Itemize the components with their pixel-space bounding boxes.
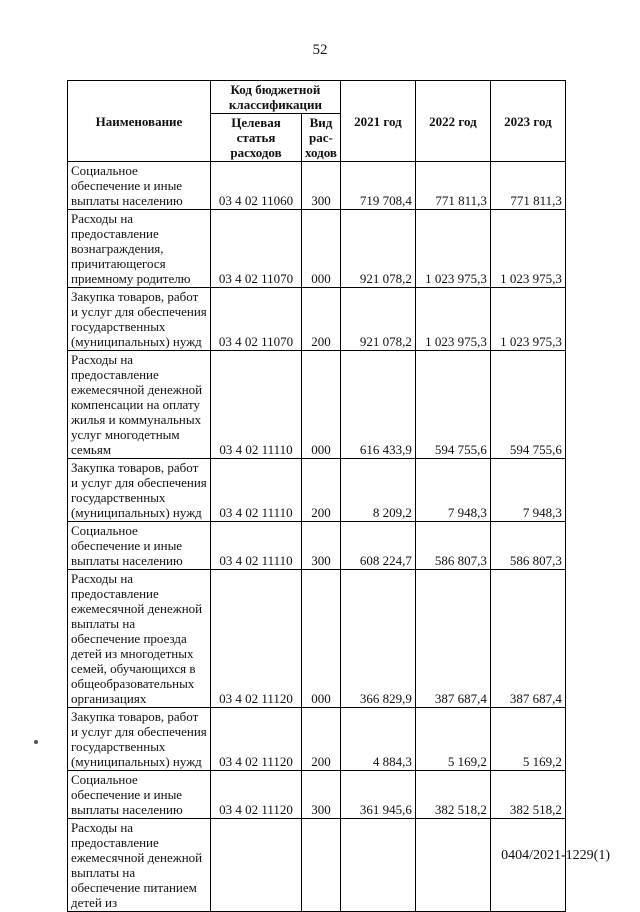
expense-type: 200 — [302, 459, 341, 522]
amount-2023: 387 687,4 — [490, 570, 565, 708]
target-article: 03 4 02 11120 — [211, 771, 302, 819]
expense-type: 000 — [302, 210, 341, 288]
target-article: 03 4 02 11070 — [211, 288, 302, 351]
table-row — [68, 570, 566, 708]
amount-2021: 608 224,7 — [340, 522, 415, 570]
table-row — [68, 162, 566, 210]
target-article: 03 4 02 11070 — [211, 210, 302, 288]
expense-type: 200 — [302, 288, 341, 351]
target-article — [211, 819, 302, 912]
header-target-article: Целевая статья расходов — [211, 114, 302, 162]
target-article: 03 4 02 11120 — [211, 708, 302, 771]
amount-2023 — [490, 819, 565, 912]
header-expense-type: Вид рас-ходов — [302, 114, 341, 162]
expense-type: 300 — [302, 162, 341, 210]
amount-2023: 7 948,3 — [490, 459, 565, 522]
table-row — [68, 210, 566, 288]
expense-type: 000 — [302, 351, 341, 459]
expense-type — [302, 819, 341, 912]
expense-type: 000 — [302, 570, 341, 708]
table-row — [68, 288, 566, 351]
amount-2023: 594 755,6 — [490, 351, 565, 459]
amount-2021: 361 945,6 — [340, 771, 415, 819]
document-code: 0404/2021-1229(1) — [501, 848, 610, 863]
header-2022: 2022 год — [415, 81, 490, 162]
row-name: Социальное обеспечение и иные выплаты населению — [68, 771, 211, 819]
target-article: 03 4 02 11110 — [211, 459, 302, 522]
table-row — [68, 522, 566, 570]
amount-2023: 586 807,3 — [490, 522, 565, 570]
amount-2022: 594 755,6 — [415, 351, 490, 459]
amount-2021: 366 829,9 — [340, 570, 415, 708]
row-name: Социальное обеспечение и иные выплаты населению — [68, 522, 211, 570]
amount-2022: 1 023 975,3 — [415, 288, 490, 351]
amount-2022: 586 807,3 — [415, 522, 490, 570]
amount-2023: 771 811,3 — [490, 162, 565, 210]
scan-mark — [34, 740, 38, 744]
row-name: Закупка товаров, работ и услуг для обеспечения государственных (муниципальных) нужд — [68, 288, 211, 351]
amount-2022: 771 811,3 — [415, 162, 490, 210]
amount-2022: 387 687,4 — [415, 570, 490, 708]
row-name: Расходы на предоставление вознаграждения, причитающегося приемному родителю — [68, 210, 211, 288]
target-article: 03 4 02 11120 — [211, 570, 302, 708]
amount-2022: 382 518,2 — [415, 771, 490, 819]
expense-type: 200 — [302, 708, 341, 771]
table-row — [68, 351, 566, 459]
table-header-row — [68, 81, 566, 114]
header-2021: 2021 год — [340, 81, 415, 162]
amount-2023: 5 169,2 — [490, 708, 565, 771]
header-2023: 2023 год — [490, 81, 565, 162]
amount-2021: 4 884,3 — [340, 708, 415, 771]
amount-2021: 921 078,2 — [340, 288, 415, 351]
page-number: 52 — [312, 42, 328, 58]
amount-2022: 7 948,3 — [415, 459, 490, 522]
row-name: Расходы на предоставление ежемесячной денежной выплаты на обеспечение питанием детей из — [68, 819, 211, 912]
amount-2022: 5 169,2 — [415, 708, 490, 771]
budget-table — [67, 80, 566, 912]
target-article: 03 4 02 11110 — [211, 351, 302, 459]
table-row — [68, 771, 566, 819]
row-name: Социальное обеспечение и иные выплаты населению — [68, 162, 211, 210]
amount-2022 — [415, 819, 490, 912]
amount-2021 — [340, 819, 415, 912]
row-name: Расходы на предоставление ежемесячной денежной компенсации на оплату жилья и коммунальных услуг многодетным семьям — [68, 351, 211, 459]
header-name: Наименование — [68, 81, 211, 162]
expense-type: 300 — [302, 522, 341, 570]
row-name: Закупка товаров, работ и услуг для обеспечения государственных (муниципальных) нужд — [68, 708, 211, 771]
expense-type: 300 — [302, 771, 341, 819]
target-article: 03 4 02 11110 — [211, 522, 302, 570]
row-name: Закупка товаров, работ и услуг для обеспечения государственных (муниципальных) нужд — [68, 459, 211, 522]
table-row — [68, 819, 566, 912]
target-article: 03 4 02 11060 — [211, 162, 302, 210]
amount-2021: 719 708,4 — [340, 162, 415, 210]
amount-2021: 8 209,2 — [340, 459, 415, 522]
header-code-group: Код бюджетной классификации — [211, 81, 341, 114]
amount-2021: 616 433,9 — [340, 351, 415, 459]
amount-2021: 921 078,2 — [340, 210, 415, 288]
amount-2023: 382 518,2 — [490, 771, 565, 819]
amount-2023: 1 023 975,3 — [490, 210, 565, 288]
table-row — [68, 708, 566, 771]
amount-2022: 1 023 975,3 — [415, 210, 490, 288]
table-row — [68, 459, 566, 522]
row-name: Расходы на предоставление ежемесячной денежной выплаты на обеспечение проезда детей из многодетных семей, обучающихся в общеобразовательных организациях — [68, 570, 211, 708]
amount-2023: 1 023 975,3 — [490, 288, 565, 351]
